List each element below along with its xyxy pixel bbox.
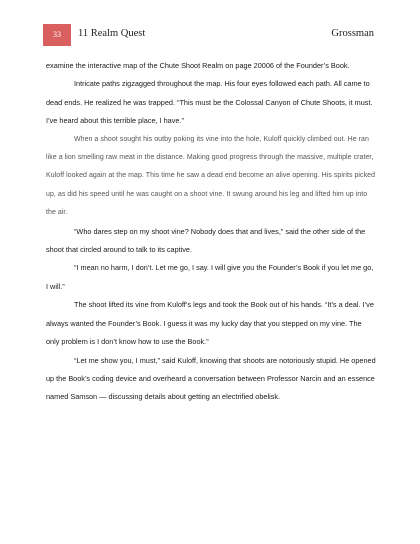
paragraph: When a shoot sought his outby poking its vine into the hole, Kuloff quickly climbed out. He ran like a lion smelling raw meat in the distance. Making good progress through the massive, multiple crater, Kuloff looked again at the map. This time he saw a dead end become an alive opening. His spirits picked up, as did his speed until he was caught on a shoot vine. It swung around his leg and lifted him up into the air. (46, 135, 376, 217)
book-title: 11 Realm Quest (78, 28, 146, 39)
author-name: Grossman (331, 28, 374, 39)
page-number-badge: 33 (43, 24, 71, 46)
paragraph: examine the interactive map of the Chute Shoot Realm on page 20006 of the Founder’s Book. (46, 61, 350, 70)
paragraph: “Who dares step on my shoot vine? Nobody does that and lives,” said the other side of the shoot that circled around to talk to its captive. (46, 226, 366, 255)
paragraph: “I mean no harm, I don’t. Let me go, I say. I will give you the Founder’s Book if you let me go, I will.” (46, 263, 374, 291)
paragraph: Intricate paths zigzagged throughout the map. His four eyes followed each path. All came to dead ends. He realized he was trapped. “This must be the Colossal Canyon of Chute Shoots, it must. I’ve heard about this terrible place, I have.” (46, 79, 373, 126)
paragraph: “Let me show you, I must,” said Kuloff, knowing that shoots are notoriously stupid. He opened up the Book’s coding device and overheard a conversation between Professor Narcin and an essence named Samson — discussing details about getting an electrified obelisk. (46, 355, 376, 402)
paragraph: The shoot lifted its vine from Kuloff’s legs and took the Book out of his hands. “It’s a deal. I’ve always wanted the Founder’s Book. I guess it was my lucky day that you stepped on my vine. The only problem is I don’t know how to use the Book.” (46, 300, 374, 347)
body-text (46, 57, 376, 407)
